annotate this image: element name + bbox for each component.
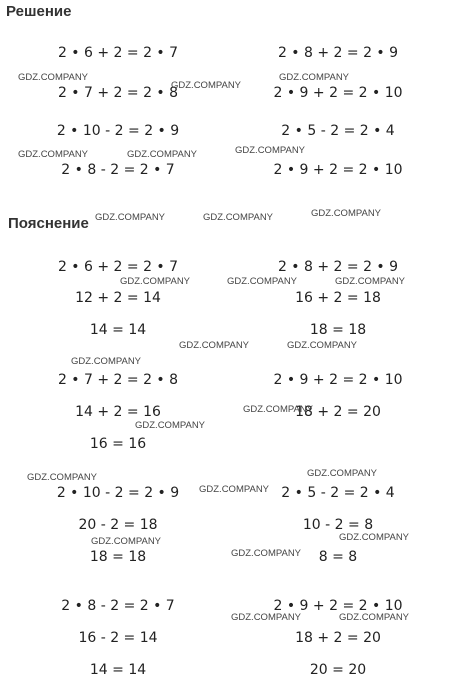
watermark: GDZ.COMPANY: [335, 276, 406, 287]
explanation-equation: 2 • 10 - 2 = 2 • 9: [56, 485, 180, 501]
watermark: GDZ.COMPANY: [287, 340, 358, 351]
watermark: GDZ.COMPANY: [179, 340, 250, 351]
watermark: GDZ.COMPANY: [227, 276, 298, 287]
solution-equation: 2 • 5 - 2 = 2 • 4: [281, 123, 395, 139]
explanation-heading: Пояснение: [8, 215, 89, 232]
explanation-step: 18 + 2 = 20: [295, 630, 381, 646]
watermark: GDZ.COMPANY: [243, 404, 314, 415]
watermark: GDZ.COMPANY: [199, 484, 270, 495]
explanation-step: 12 + 2 = 14: [75, 290, 161, 306]
explanation-step: 14 + 2 = 16: [75, 404, 161, 420]
watermark: GDZ.COMPANY: [95, 212, 166, 223]
watermark: GDZ.COMPANY: [71, 356, 142, 367]
explanation-step: 10 - 2 = 8: [302, 517, 374, 533]
watermark: GDZ.COMPANY: [171, 80, 242, 91]
explanation-step: 18 = 18: [309, 322, 367, 338]
watermark: GDZ.COMPANY: [235, 145, 306, 156]
solution-heading: Решение: [6, 3, 72, 20]
solution-equation: 2 • 9 + 2 = 2 • 10: [273, 85, 403, 101]
watermark: GDZ.COMPANY: [18, 72, 89, 83]
explanation-step: 20 - 2 = 18: [78, 517, 158, 533]
explanation-equation: 2 • 8 - 2 = 2 • 7: [61, 598, 175, 614]
watermark: GDZ.COMPANY: [307, 468, 378, 479]
solution-equation: 2 • 8 + 2 = 2 • 9: [277, 45, 399, 61]
explanation-step: 18 = 18: [89, 549, 147, 565]
watermark: GDZ.COMPANY: [91, 536, 162, 547]
watermark: GDZ.COMPANY: [18, 149, 89, 160]
watermark: GDZ.COMPANY: [279, 72, 350, 83]
explanation-step: 8 = 8: [318, 549, 358, 565]
watermark: GDZ.COMPANY: [203, 212, 274, 223]
solution-equation: 2 • 9 + 2 = 2 • 10: [273, 162, 403, 178]
explanation-step: 16 = 16: [89, 436, 147, 452]
explanation-equation: 2 • 5 - 2 = 2 • 4: [281, 485, 395, 501]
watermark: GDZ.COMPANY: [120, 276, 191, 287]
explanation-equation: 2 • 9 + 2 = 2 • 10: [273, 598, 403, 614]
watermark: GDZ.COMPANY: [27, 472, 98, 483]
solution-equation: 2 • 6 + 2 = 2 • 7: [57, 45, 179, 61]
watermark: GDZ.COMPANY: [311, 208, 382, 219]
explanation-equation: 2 • 7 + 2 = 2 • 8: [57, 372, 179, 388]
explanation-equation: 2 • 6 + 2 = 2 • 7: [57, 259, 179, 275]
watermark: GDZ.COMPANY: [231, 548, 302, 559]
solution-equation: 2 • 7 + 2 = 2 • 8: [57, 85, 179, 101]
explanation-step: 14 = 14: [89, 322, 147, 338]
solution-equation: 2 • 8 - 2 = 2 • 7: [61, 162, 175, 178]
watermark: GDZ.COMPANY: [231, 612, 302, 623]
watermark: GDZ.COMPANY: [339, 612, 410, 623]
explanation-step: 18 + 2 = 20: [295, 404, 381, 420]
solution-equation: 2 • 10 - 2 = 2 • 9: [56, 123, 180, 139]
explanation-step: 16 - 2 = 14: [78, 630, 158, 646]
explanation-step: 20 = 20: [309, 662, 367, 678]
watermark: GDZ.COMPANY: [135, 420, 206, 431]
explanation-equation: 2 • 9 + 2 = 2 • 10: [273, 372, 403, 388]
explanation-step: 16 + 2 = 18: [295, 290, 381, 306]
explanation-equation: 2 • 8 + 2 = 2 • 9: [277, 259, 399, 275]
watermark: GDZ.COMPANY: [127, 149, 198, 160]
watermark: GDZ.COMPANY: [339, 532, 410, 543]
explanation-step: 14 = 14: [89, 662, 147, 678]
